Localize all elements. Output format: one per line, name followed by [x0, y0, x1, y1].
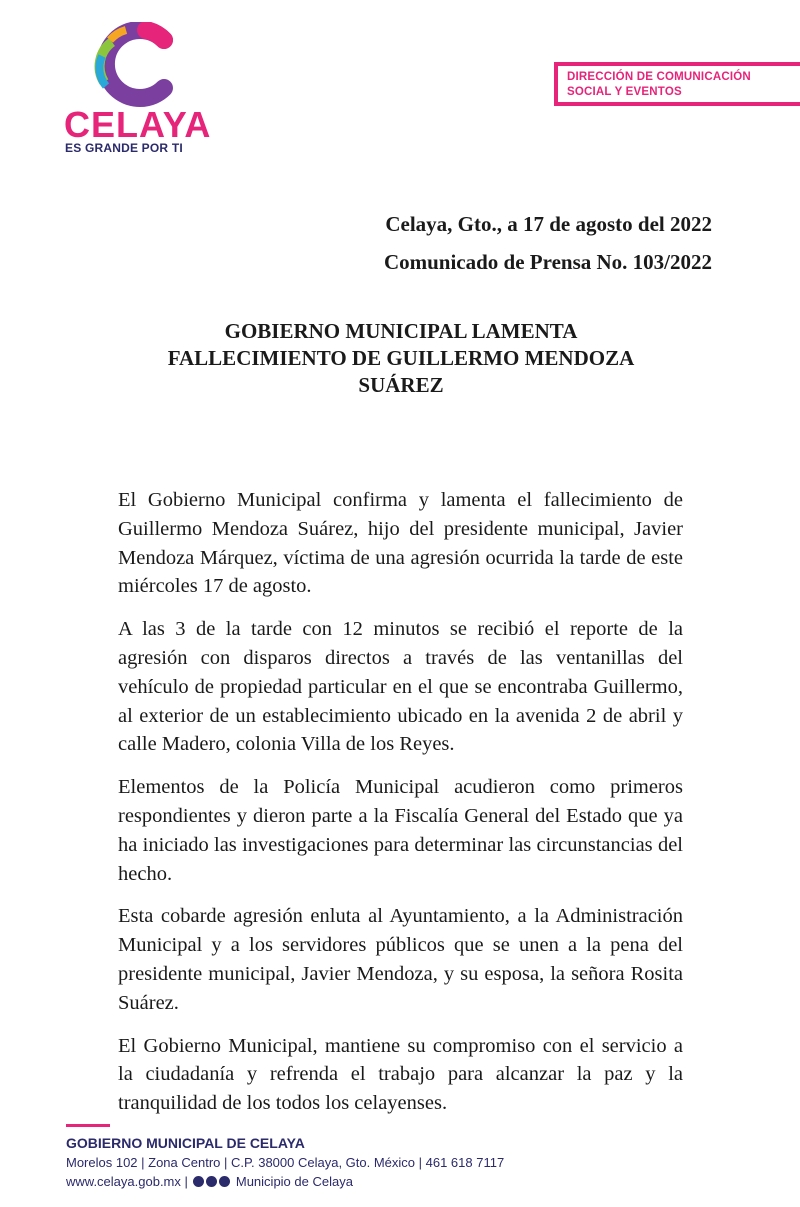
footer-org-name: GOBIERNO MUNICIPAL DE CELAYA	[66, 1135, 305, 1151]
footer-address: Morelos 102 | Zona Centro | C.P. 38000 Celaya, Gto. México | 461 618 7117	[66, 1155, 505, 1170]
department-tag	[554, 62, 800, 106]
facebook-icon[interactable]	[193, 1176, 204, 1187]
footer-website-link[interactable]: www.celaya.gob.mx |	[66, 1174, 188, 1189]
footer-divider	[66, 1124, 110, 1127]
release-meta	[384, 205, 712, 281]
footer-social-handle[interactable]: Municipio de Celaya	[235, 1174, 353, 1189]
title-line-3: SUÁREZ	[358, 373, 444, 397]
place-date: Celaya, Gto., a 17 de agosto del 2022	[385, 212, 712, 236]
footer-web-row	[66, 1172, 504, 1191]
body-paragraph: A las 3 de la tarde con 12 minutos se recibió el reporte de la agresión con disparos directos a través de las ventanillas del vehículo de propiedad particular en el que se encontraba Guillermo, al exterior de un establecimiento ubicado en la avenida 2 de abril y calle Madero, colonia Villa de los Reyes.	[118, 618, 683, 756]
body-paragraph: El Gobierno Municipal, mantiene su compromiso con el servicio a la ciudadanía y refrenda el trabajo para alcanzar la paz y la tranquilidad de los todos los celayenses.	[118, 1034, 683, 1115]
social-icons	[193, 1176, 230, 1187]
department-line-1: DIRECCIÓN DE COMUNICACIÓN	[567, 71, 751, 83]
celaya-c-icon	[86, 22, 182, 108]
title-line-2: FALLECIMIENTO DE GUILLERMO MENDOZA	[167, 346, 635, 370]
release-body	[118, 486, 683, 1132]
release-number: Comunicado de Prensa No. 103/2022	[383, 250, 712, 274]
logo-tagline: ES GRANDE POR TI	[65, 141, 183, 155]
department-line-2: SOCIAL Y EVENTOS	[567, 86, 682, 98]
body-paragraph: El Gobierno Municipal confirma y lamenta el fallecimiento de Guillermo Mendoza Suárez, hijo del presidente municipal, Javier Mendoza Márquez, víctima de una agresión ocurrida la tarde de este miércoles 17 de agosto.	[118, 489, 683, 598]
instagram-icon[interactable]	[219, 1176, 230, 1187]
body-paragraph: Esta cobarde agresión enluta al Ayuntamiento, a la Administración Municipal y a los servidores públicos que se unen a la pena del presidente municipal, Javier Mendoza, y su esposa, la señora Rosita Suárez.	[118, 905, 683, 1014]
title-line-1: GOBIERNO MUNICIPAL LAMENTA	[224, 319, 578, 343]
twitter-icon[interactable]	[206, 1176, 217, 1187]
release-title	[120, 318, 682, 399]
celaya-logo	[60, 22, 212, 162]
body-paragraph: Elementos de la Policía Municipal acudieron como primeros respondientes y dieron parte a la Fiscalía General del Estado que ya ha iniciado las investigaciones para determinar las circunstancias del hecho.	[118, 776, 683, 885]
logo-wordmark: CELAYA	[64, 104, 212, 145]
footer	[66, 1134, 504, 1191]
